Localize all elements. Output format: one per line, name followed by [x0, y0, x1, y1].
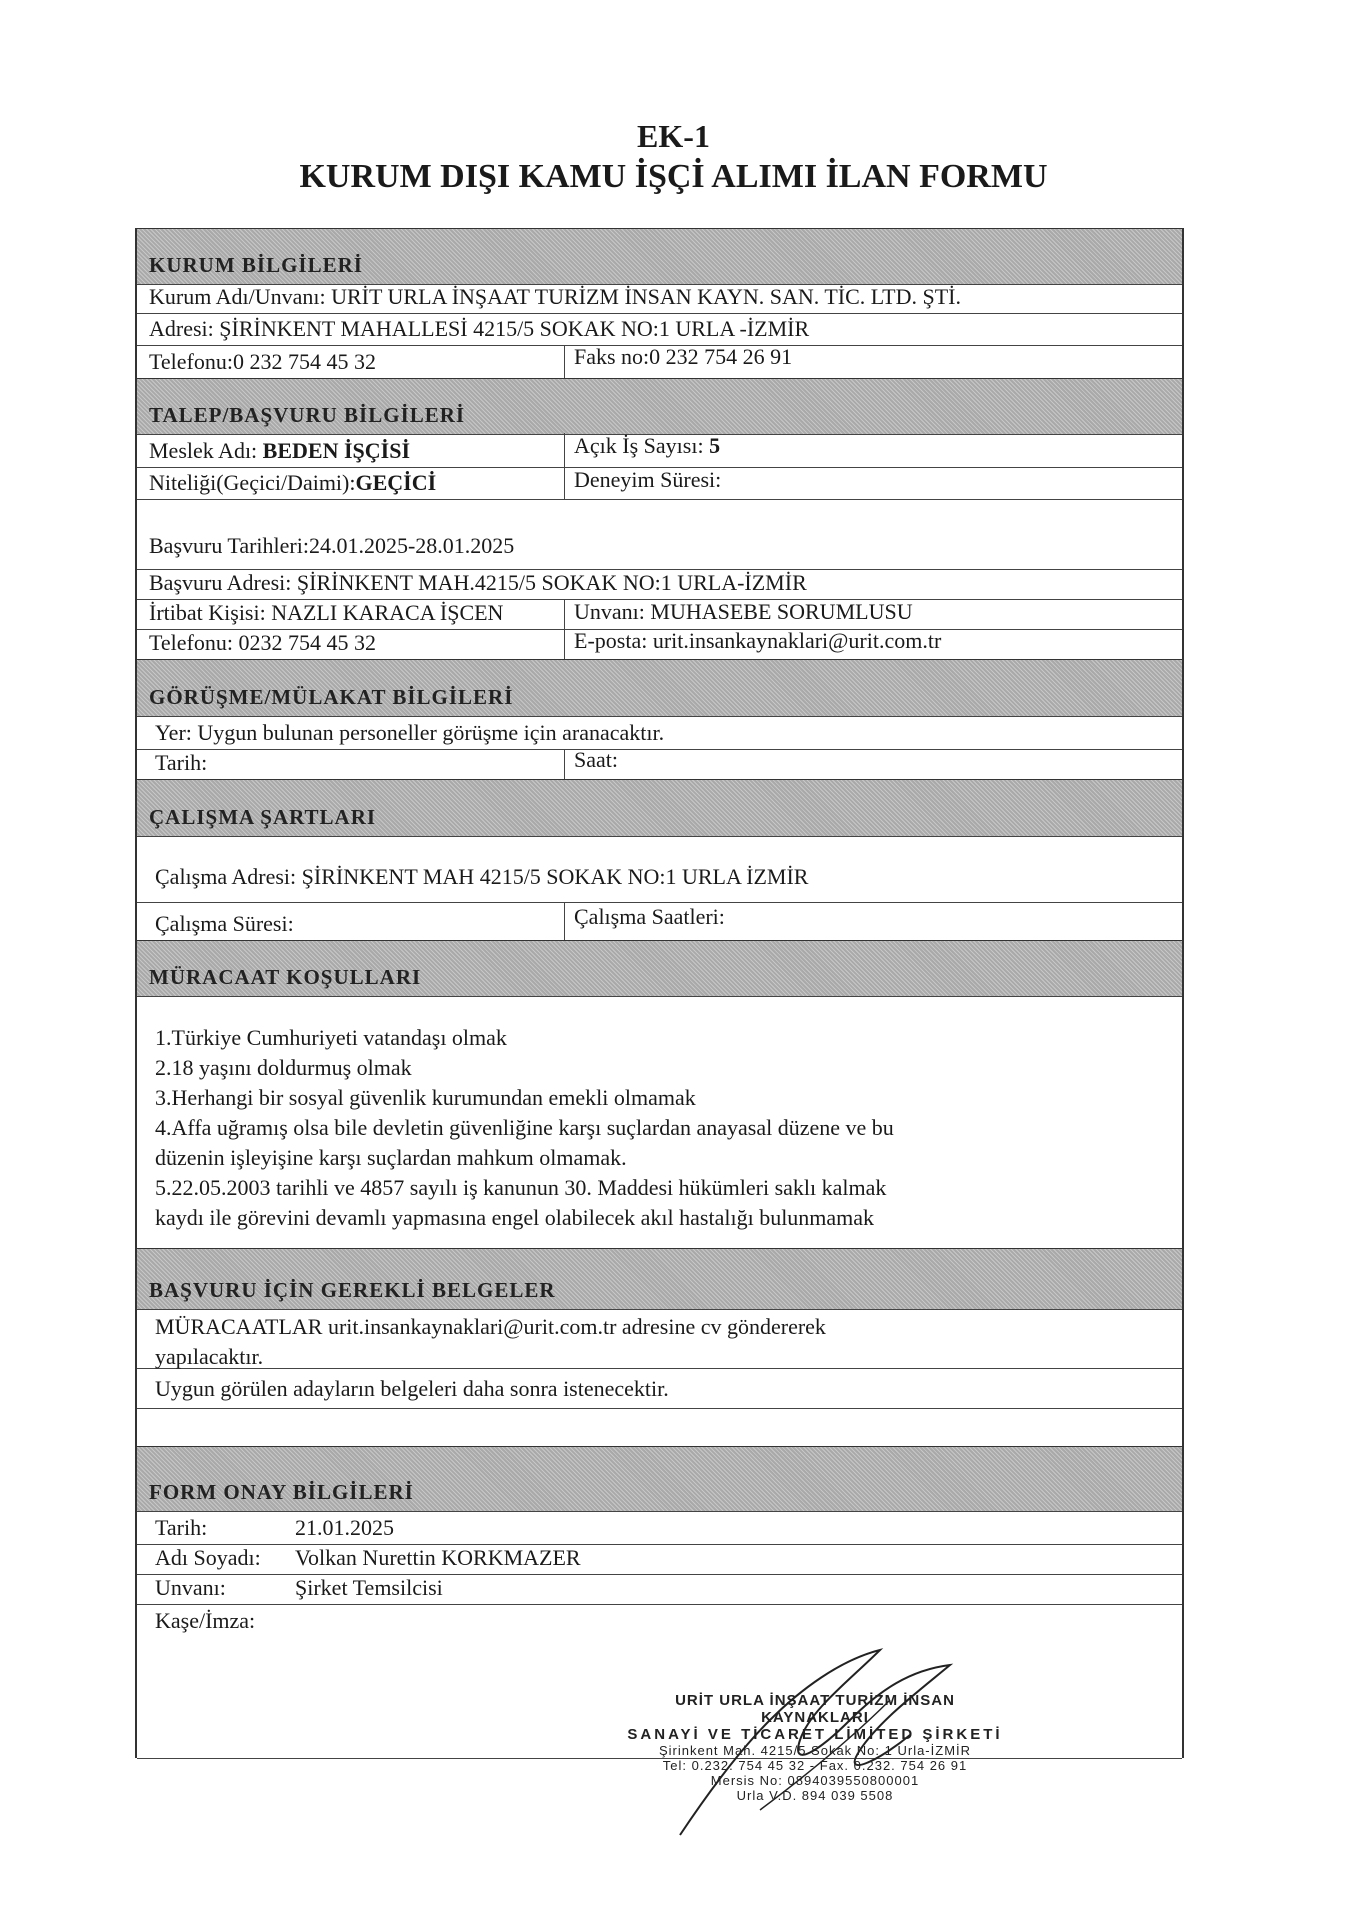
contact-row [137, 599, 1182, 630]
section-header-calisma [137, 779, 1182, 837]
section-header-kurum [137, 228, 1182, 285]
condition-line: kaydı ile görevini devamlı yapmasına engel olabilecek akıl hastalığı bulunmamak [155, 1205, 875, 1230]
interview-date: Tarih: [155, 750, 208, 775]
condition-line: düzenin işleyişine karşı suçlardan mahkum olmamak. [155, 1145, 627, 1170]
section-header-gorusme [137, 659, 1182, 717]
empty-row [137, 1408, 1182, 1447]
cell-divider [564, 902, 565, 940]
section-title: MÜRACAAT KOŞULLARI [149, 965, 422, 989]
stamp-line: SANAYİ VE TİCARET LİMİTED ŞİRKETİ [627, 1726, 1003, 1743]
application-address: Başvuru Adresi: ŞİRİNKENT MAH.4215/5 SOKAK NO:1 URLA-İZMİR [149, 570, 807, 595]
stamp-line: Urla V.D. 894 039 5508 [736, 1788, 894, 1803]
kurum-address-row [137, 313, 1182, 346]
profession-row [137, 433, 1182, 468]
approver-name-row [137, 1544, 1182, 1575]
stamp-line: Mersis No: 0894039550800001 [710, 1773, 920, 1788]
contact-phone: Telefonu: 0232 754 45 32 [149, 630, 376, 655]
interview-place-row [137, 715, 1182, 750]
experience: Deneyim Süresi: [574, 467, 722, 492]
interview-place: Yer: Uygun bulunan personeller görüşme için aranacaktır. [155, 720, 665, 745]
conditions-box [137, 995, 1182, 1249]
application-dates: Başvuru Tarihleri:24.01.2025-28.01.2025 [149, 533, 515, 558]
nature-row [137, 467, 1182, 500]
dates-row [137, 499, 1182, 570]
application-form [135, 228, 1184, 1758]
section-title: KURUM BİLGİLERİ [149, 253, 363, 277]
profession: Meslek Adı: BEDEN İŞÇİSİ [149, 438, 411, 463]
condition-line: 2.18 yaşını doldurmuş olmak [155, 1055, 412, 1080]
approver-title-label: Unvanı: [155, 1575, 226, 1600]
condition-line: 3.Herhangi bir sosyal güvenlik kurumundan emekli olmamak [155, 1085, 696, 1110]
cell-divider [564, 345, 565, 378]
section-header-muracaat [137, 940, 1182, 997]
cell-divider [564, 433, 565, 467]
form-title: KURUM DIŞI KAMU İŞÇİ ALIMI İLAN FORMU [299, 158, 1048, 195]
work-duration: Çalışma Süresi: [155, 911, 294, 936]
kurum-address: Adresi: ŞİRİNKENT MAHALLESİ 4215/5 SOKAK NO:1 URLA -İZMİR [149, 316, 810, 341]
signature-icon [650, 1640, 1010, 1840]
stamp-line: Tel: 0.232. 754 45 32 - Fax. 0.232. 754 26 91 [662, 1758, 968, 1773]
stamp-line: Şirinkent Mah. 4215/5 Sokak No: 1 Urla-İZMİR [658, 1743, 972, 1758]
contact-title: Unvanı: MUHASEBE SORUMLUSU [574, 599, 913, 624]
conditions-list [155, 1023, 1155, 1233]
stamp-line: URİT URLA İNŞAAT TURİZM İNSAN KAYNAKLARI [675, 1692, 955, 1726]
approver-name-label: Adı Soyadı: [155, 1545, 261, 1570]
kurum-phone: Telefonu:0 232 754 45 32 [149, 349, 376, 374]
section-header-onay [137, 1446, 1182, 1512]
job-nature: Niteliği(Geçici/Daimi):GEÇİCİ [149, 470, 437, 495]
section-title: BAŞVURU İÇİN GEREKLİ BELGELER [149, 1278, 556, 1302]
cell-divider [564, 599, 565, 629]
approver-name: Volkan Nurettin KORKMAZER [295, 1545, 581, 1570]
documents-text [155, 1312, 1155, 1372]
documents-row [137, 1308, 1182, 1369]
form-code: EK-1 [637, 118, 710, 154]
cell-divider [564, 749, 565, 779]
section-title: ÇALIŞMA ŞARTLARI [149, 805, 377, 829]
documents-later: Uygun görülen adayların belgeleri daha sonra istenecektir. [155, 1376, 669, 1401]
interview-time: Saat: [574, 747, 618, 772]
cell-divider [564, 629, 565, 659]
contact-phone-row [137, 629, 1182, 660]
open-positions: Açık İş Sayısı: 5 [574, 433, 721, 458]
cell-divider [564, 467, 565, 499]
documents-line: yapılacaktır. [155, 1344, 264, 1369]
section-title: FORM ONAY BİLGİLERİ [149, 1480, 414, 1504]
section-header-talep [137, 378, 1182, 435]
approval-date-row [137, 1510, 1182, 1545]
work-duration-row [137, 902, 1182, 941]
condition-line: 4.Affa uğramış olsa bile devletin güvenliğine karşı suçlardan anayasal düzene ve bu [155, 1115, 894, 1140]
section-title: TALEP/BAŞVURU BİLGİLERİ [149, 403, 466, 427]
contact-person: İrtibat Kişisi: NAZLI KARACA İŞCEN [149, 600, 504, 625]
documents-line: MÜRACAATLAR urit.insankaynaklari@urit.com.tr adresine cv göndererek [155, 1314, 826, 1339]
stamp-signature-label: Kaşe/İmza: [155, 1608, 256, 1633]
interview-date-row [137, 749, 1182, 780]
approver-title: Şirket Temsilcisi [295, 1575, 443, 1600]
kurum-fax: Faks no:0 232 754 26 91 [574, 344, 793, 369]
condition-line: 1.Türkiye Cumhuriyeti vatandaşı olmak [155, 1025, 507, 1050]
section-title: GÖRÜŞME/MÜLAKAT BİLGİLERİ [149, 685, 514, 709]
work-address: Çalışma Adresi: ŞİRİNKENT MAH 4215/5 SOKAK NO:1 URLA İZMİR [155, 864, 809, 889]
condition-line: 5.22.05.2003 tarihli ve 4857 sayılı iş kanunun 30. Maddesi hükümleri saklı kalmak [155, 1175, 887, 1200]
approval-date: 21.01.2025 [295, 1515, 394, 1540]
work-hours: Çalışma Saatleri: [574, 904, 725, 929]
application-address-row [137, 569, 1182, 600]
documents-later-row [137, 1368, 1182, 1409]
approver-title-row [137, 1574, 1182, 1605]
work-address-row [137, 835, 1182, 903]
approval-date-label: Tarih: [155, 1515, 208, 1540]
contact-email: E-posta: urit.insankaynaklari@urit.com.tr [574, 628, 942, 653]
kurum-phone-row [137, 345, 1182, 379]
kurum-name-row [137, 283, 1182, 314]
kurum-name: Kurum Adı/Unvanı: URİT URLA İNŞAAT TURİZM İNSAN KAYN. SAN. TİC. LTD. ŞTİ. [149, 284, 962, 309]
section-header-belgeler [137, 1248, 1182, 1310]
